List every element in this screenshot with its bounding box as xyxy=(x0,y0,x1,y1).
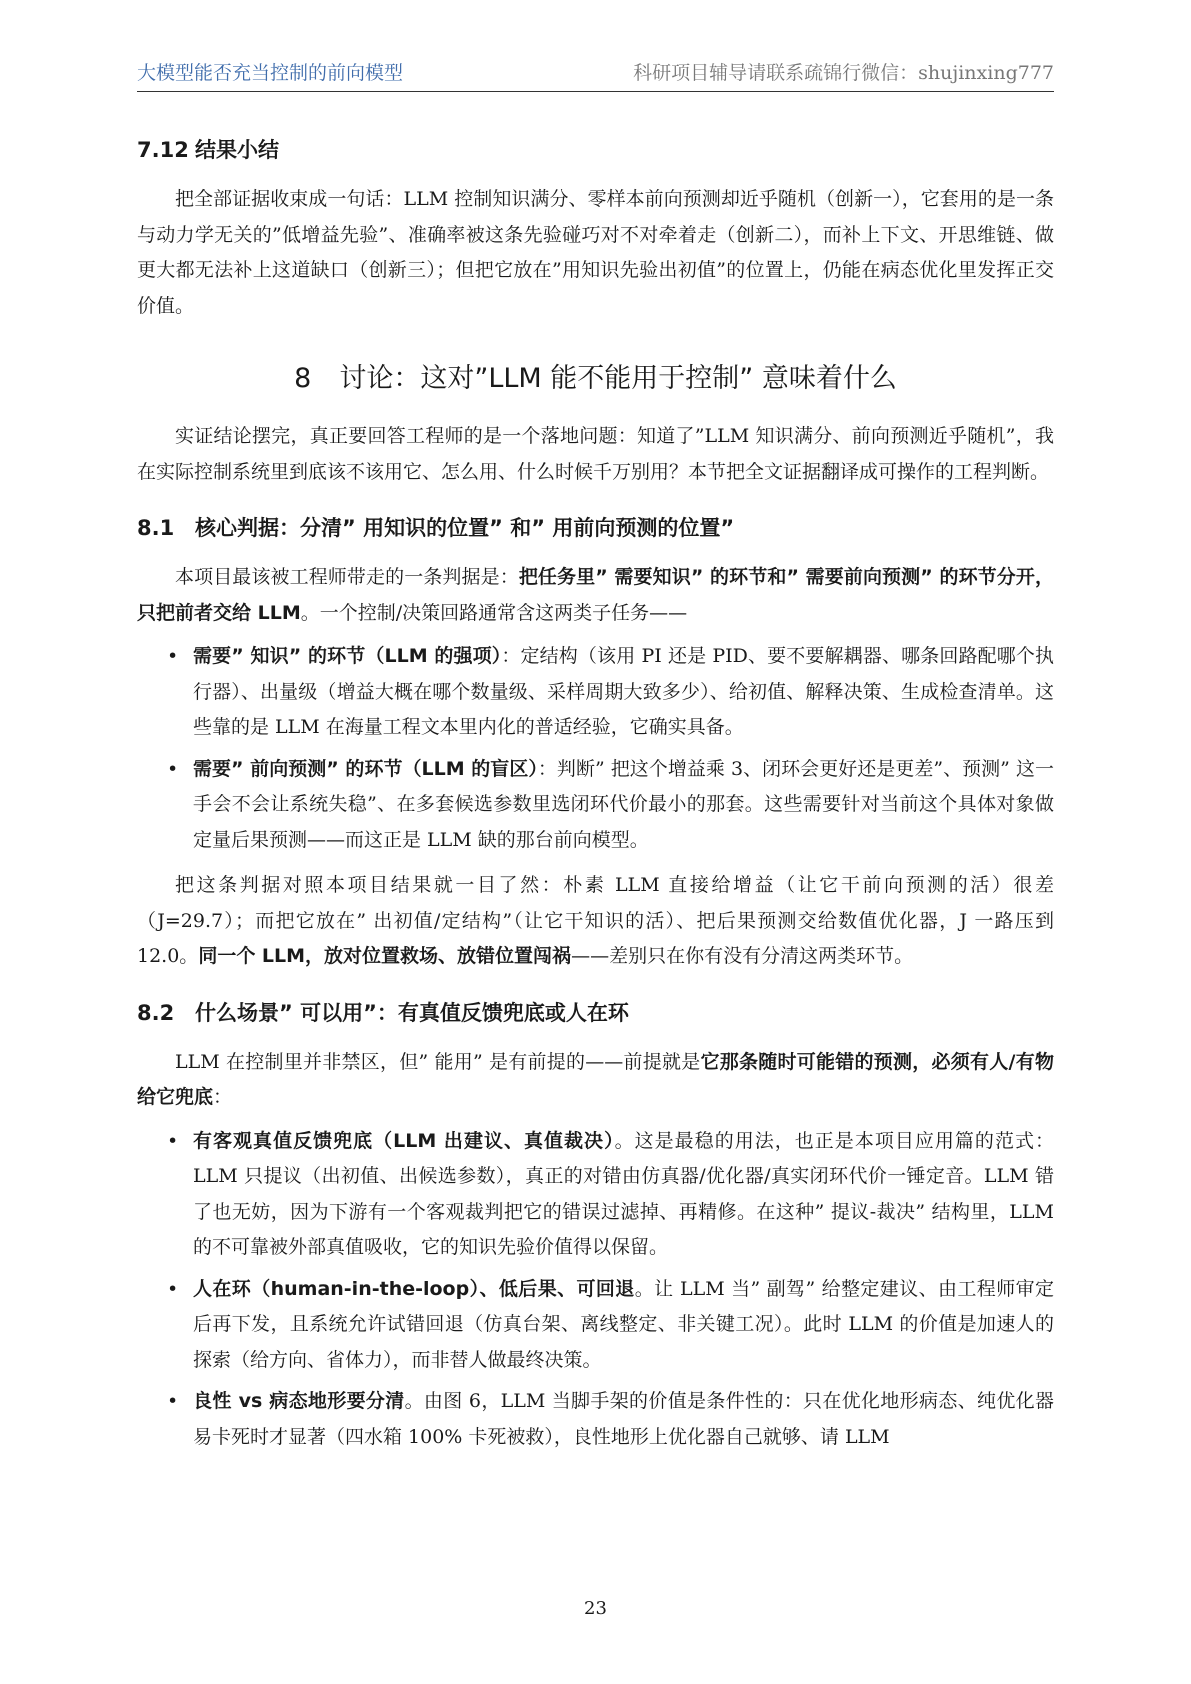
list-item xyxy=(137,1384,1054,1455)
paragraph xyxy=(137,868,1054,975)
subsection-number: 8.1 xyxy=(137,516,175,540)
bold-text: 人在环（human-in-the-loop）、低后果、可回退 xyxy=(193,1277,635,1300)
header-contact: 科研项目辅导请联系疏锦行微信：shujinxing777 xyxy=(633,62,1054,84)
bold-text: 把任务里” 需要知识” 的环节和” 需要前向预测” 的环节分开，只把前者交给 LLM xyxy=(137,566,1054,624)
text-run: ——差别只在你有没有分清这两类环节。 xyxy=(571,945,914,967)
subsection-number: 8.2 xyxy=(137,1000,175,1025)
bullet-icon: • xyxy=(167,1129,179,1152)
text-run: ： xyxy=(213,1086,233,1108)
running-header xyxy=(137,58,1054,92)
section-title: 讨论：这对”LLM 能不能用于控制” 意味着什么 xyxy=(339,363,897,394)
bold-text: 它那条随时可能错的预测，必须有人/有物给它兜底 xyxy=(137,1050,1054,1108)
header-title: 大模型能否充当控制的前向模型 xyxy=(137,62,404,84)
bullet-icon: • xyxy=(167,1390,179,1412)
bold-text: 需要” 前向预测” 的环节（LLM 的盲区） xyxy=(193,757,538,780)
page-content xyxy=(137,134,1054,1465)
bold-text: 良性 vs 病态地形要分清 xyxy=(193,1390,405,1412)
subsection-heading-8-2 xyxy=(137,997,1054,1027)
subsection-heading-7-12 xyxy=(137,134,1054,164)
list-item xyxy=(137,752,1054,859)
text-run: 。这是最稳的用法，也正是本项目应用篇的范式：LLM 只提议（出初值、出候选参数），真正的对错由仿真器/优化器/真实闭环代价一锤定音。LLM 错了也无妨，因为下游有一个客观裁判把它的错误过滤掉、再精修。在这种” 提议-裁决” 结构里，LLM 的不可靠被外部真值吸收，它的知识先验价值得以保留。 xyxy=(193,1129,1054,1258)
subsection-title: 结果小结 xyxy=(195,138,279,162)
section-heading-8 xyxy=(137,356,1054,395)
subsection-title: 什么场景” 可以用”：有真值反馈兜底或人在环 xyxy=(195,1000,629,1025)
subsection-title: 核心判据：分清” 用知识的位置” 和” 用前向预测的位置” xyxy=(195,516,735,540)
paragraph xyxy=(137,1045,1054,1116)
bullet-icon: • xyxy=(167,757,179,780)
bullet-list xyxy=(137,1124,1054,1456)
text-run: 。一个控制/决策回路通常含这两类子任务—— xyxy=(300,601,688,624)
bold-text: 同一个 LLM，放对位置救场、放错位置闯祸 xyxy=(198,945,572,967)
text-run: ：定结构（该用 PI 还是 PID、要不要解耦器、哪条回路配哪个执行器）、出量级（增益大概在哪个数量级、采样周期大致多少）、给初值、解释决策、生成检查清单。这些靠的是 LLM 在海量工程文本里内化的普适经验，它确实具备。 xyxy=(193,645,1054,738)
bold-text: 需要” 知识” 的环节（LLM 的强项） xyxy=(193,645,502,667)
list-item xyxy=(137,639,1054,746)
text-run: 。由图 6，LLM 当脚手架的价值是条件性的：只在优化地形病态、纯优化器易卡死时才显著（四水箱 100% 卡死被救），良性地形上优化器自己就够、请 LLM xyxy=(193,1390,1054,1448)
subsection-heading-8-1 xyxy=(137,512,1054,542)
page-number: 23 xyxy=(584,1598,607,1619)
list-item xyxy=(137,1272,1054,1379)
bold-text: 有客观真值反馈兜底（LLM 出建议、真值裁决） xyxy=(193,1129,615,1152)
list-item xyxy=(137,1124,1054,1266)
bullet-icon: • xyxy=(167,1277,179,1300)
paragraph xyxy=(137,560,1054,631)
text-run: 把这条判据对照本项目结果就一目了然：朴素 LLM 直接给增益（让它干前向预测的活）很差（J=29.7）；而把它放在” 出初值/定结构”（让它干知识的活）、把后果预测交给数值优化器，J 一路压到 12.0。 xyxy=(137,874,1054,967)
bullet-list xyxy=(137,639,1054,858)
text-run: 。让 LLM 当” 副驾” 给整定建议、由工程师审定后再下发，且系统允许试错回退（仿真台架、离线整定、非关键工况）。此时 LLM 的价值是加速人的探索（给方向、省体力），而非替人做最终决策。 xyxy=(193,1277,1054,1371)
paragraph: 实证结论摆完，真正要回答工程师的是一个落地问题：知道了”LLM 知识满分、前向预测近乎随机”，我在实际控制系统里到底该不该用它、怎么用、什么时候千万别用？本节把全文证据翻译成可操作的工程判断。 xyxy=(137,425,1054,483)
text-run: LLM 在控制里并非禁区，但” 能用” 是有前提的——前提就是 xyxy=(175,1050,701,1073)
section-number: 8 xyxy=(294,363,312,394)
text-run: 本项目最该被工程师带走的一条判据是： xyxy=(175,566,519,588)
text-run: ：判断” 把这个增益乘 3、闭环会更好还是更差”、预测” 这一手会不会让系统失稳”、在多套候选参数里选闭环代价最小的那套。这些需要针对当前这个具体对象做定量后果预测——而这正是 LLM 缺的那台前向模型。 xyxy=(193,757,1054,851)
paragraph: 把全部证据收束成一句话：LLM 控制知识满分、零样本前向预测却近乎随机（创新一），它套用的是一条与动力学无关的”低增益先验”、准确率被这条先验碰巧对不对牵着走（创新二），而补上下文、开思维链、做更大都无法补上这道缺口（创新三）；但把它放在”用知识先验出初值”的位置上，仍能在病态优化里发挥正交价值。 xyxy=(137,188,1054,317)
subsection-number: 7.12 xyxy=(137,138,189,162)
bullet-icon: • xyxy=(167,645,179,667)
